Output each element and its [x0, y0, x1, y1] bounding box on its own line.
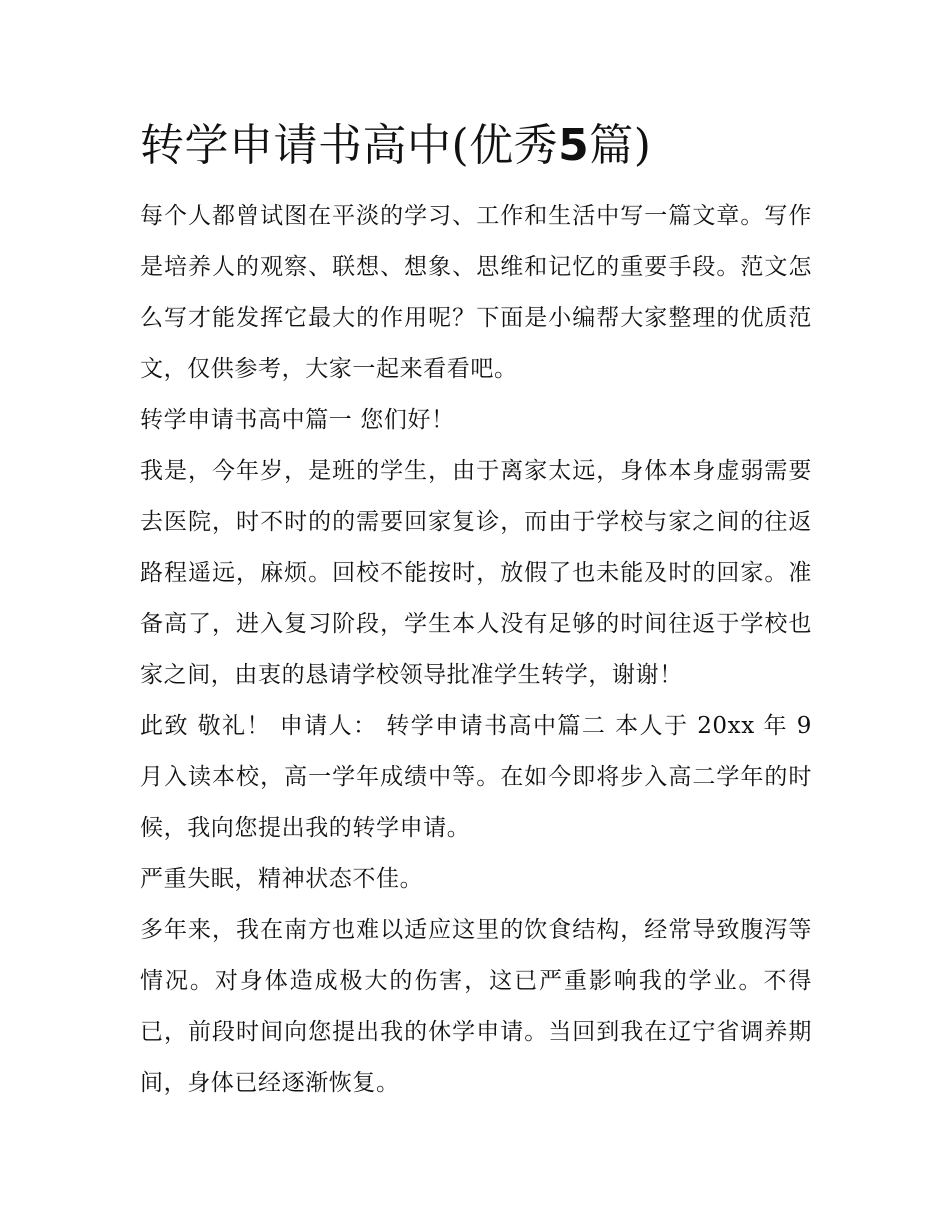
- title-suffix: 篇): [589, 120, 652, 171]
- title-number: 5: [558, 120, 590, 171]
- title-prefix: 转学申请书高中(优秀: [140, 120, 559, 171]
- body-paragraph: 严重失眠，精神状态不佳。: [140, 866, 424, 892]
- document-title: [140, 115, 812, 177]
- closing-and-section-2-paragraph: 此致 敬礼！ 申请人： 转学申请书高中篇二 本人于 20xx 年 9 月入读本校，高一学年成绩中等。在如今即将步入高二学年的时候，我向您提出我的转学申请。: [140, 713, 812, 841]
- section-heading-1: 转学申请书高中篇一 您们好！: [140, 407, 455, 433]
- document-body: [140, 115, 812, 1109]
- body-paragraph: 多年来，我在南方也难以适应这里的饮食结构，经常导致腹泻等情况。对身体造成极大的伤害，这已严重影响我的学业。不得已，前段时间向您提出我的休学申请。当回到我在辽宁省调养期间，身体已经逐渐恢复。: [140, 917, 812, 1096]
- intro-paragraph: 每个人都曾试图在平淡的学习、工作和生活中写一篇文章。写作是培养人的观察、联想、想象、思维和记忆的重要手段。范文怎么写才能发挥它最大的作用呢？下面是小编帮大家整理的优质范文，仅供参考，大家一起来看看吧。: [140, 203, 812, 382]
- body-paragraph: 我是，今年岁，是班的学生，由于离家太远，身体本身虚弱需要去医院，时不时的的需要回家复诊，而由于学校与家之间的往返路程遥远，麻烦。回校不能按时，放假了也未能及时的回家。准备高了，进入复习阶段，学生本人没有足够的时间往返于学校也家之间，由衷的恳请学校领导批准学生转学，谢谢！: [140, 458, 812, 688]
